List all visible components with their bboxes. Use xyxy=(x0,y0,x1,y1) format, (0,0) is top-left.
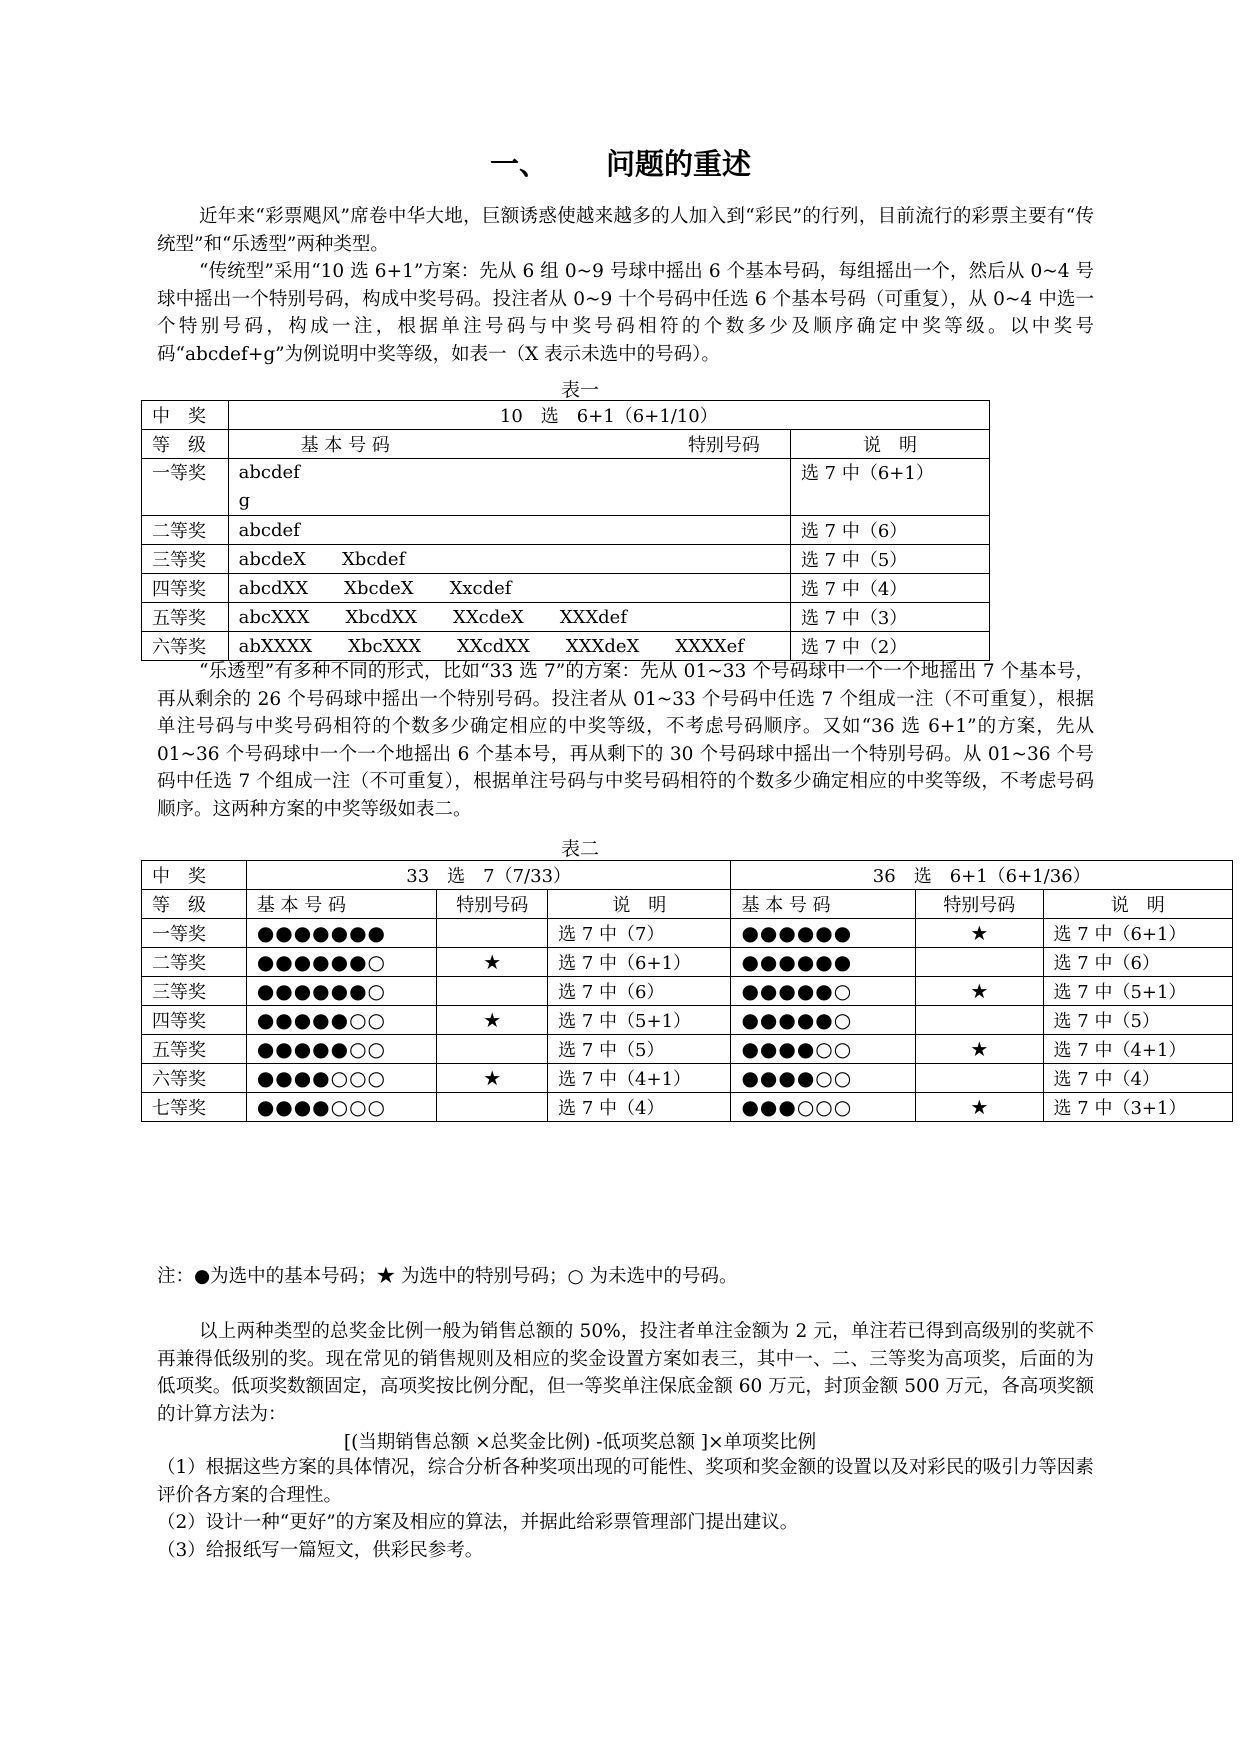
table2-a-special-cell xyxy=(437,977,548,1006)
table2-b-special-cell: ★ xyxy=(916,977,1043,1006)
table2-level-header-2: 等 级 xyxy=(142,890,247,919)
table1-basic-cell xyxy=(228,545,790,574)
table2-b-desc-cell: 选 7 中（4） xyxy=(1043,1064,1232,1093)
table1-desc-cell: 选 7 中（4） xyxy=(790,574,989,603)
table1-row xyxy=(142,545,990,574)
table2-b-special-cell: ★ xyxy=(916,1035,1043,1064)
table1-level-cell: 五等奖 xyxy=(142,603,229,632)
table1 xyxy=(141,400,990,661)
table2-b-desc-cell: 选 7 中（5） xyxy=(1043,1006,1232,1035)
table2-b-basic-cell: ●●●●○○ xyxy=(731,1035,916,1064)
intro-paragraph-1: 近年来“彩票飓风”席卷中华大地，巨额诱惑使越来越多的人加入到“彩民”的行列，目前流行的彩票主要有“传统型”和“乐透型”两种类型。 xyxy=(157,206,1094,255)
table2-a-desc-header: 说 明 xyxy=(548,890,731,919)
table2-row xyxy=(142,977,1233,1006)
table2-row xyxy=(142,1006,1233,1035)
table1-basic-code: Xxcdef xyxy=(449,577,512,599)
table2-row xyxy=(142,1035,1233,1064)
table1-basic-code: abcdeX xyxy=(238,548,306,570)
table2-b-basic-cell: ●●●●●● xyxy=(731,948,916,977)
table2-b-basic-cell: ●●●●●● xyxy=(731,919,916,948)
table2-b-desc-cell: 选 7 中（5+1） xyxy=(1043,977,1232,1006)
table2-b-special-cell xyxy=(916,1064,1043,1093)
table2-a-desc-cell: 选 7 中（6+1） xyxy=(548,948,731,977)
table1-basic-code: abcXXX xyxy=(238,606,310,628)
table1-desc-cell: 选 7 中（2） xyxy=(790,632,989,661)
table2-a-special-cell: ★ xyxy=(437,948,548,977)
prize-formula: [(当期销售总额 ×总奖金比例) -低项奖总额 ]×单项奖比例 xyxy=(343,1432,817,1453)
table1-basic-code: abcdef xyxy=(238,519,300,541)
table1-scheme-header: 10 选 6+1（6+1/10） xyxy=(228,401,989,430)
table1-basic-cell xyxy=(228,574,790,603)
table2-b-special-header: 特别号码 xyxy=(916,890,1043,919)
table1-basic-cell xyxy=(228,632,790,661)
table1-level-cell: 六等奖 xyxy=(142,632,229,661)
table2-level-cell: 七等奖 xyxy=(142,1093,247,1122)
table1-basic-header: 基 本 号 码 xyxy=(300,435,390,456)
table2-a-special-cell: ★ xyxy=(437,1006,548,1035)
table1-desc-cell: 选 7 中（6） xyxy=(790,516,989,545)
table2-a-basic-cell: ●●●●●○○ xyxy=(246,1035,437,1064)
table1-row xyxy=(142,459,990,516)
lotto-text xyxy=(157,658,1094,823)
table2-level-cell: 一等奖 xyxy=(142,919,247,948)
table1-basic-code: XbcdXX xyxy=(345,606,418,628)
table2-a-desc-cell: 选 7 中（7） xyxy=(548,919,731,948)
section-title xyxy=(0,142,1241,183)
table1-row xyxy=(142,603,990,632)
table1-basic-cell xyxy=(228,516,790,545)
table2-body xyxy=(142,919,1233,1122)
table1-special-code: g xyxy=(238,490,251,511)
table1-basic-code: XXcdXX xyxy=(457,635,530,657)
table2-b-desc-header: 说 明 xyxy=(1043,890,1232,919)
section-title-text: 问题的重述 xyxy=(606,147,752,181)
table1-basic-code: XXXdeX xyxy=(565,635,640,657)
table2-b-desc-cell: 选 7 中（4+1） xyxy=(1043,1035,1232,1064)
table1-row xyxy=(142,574,990,603)
table1-level-cell: 四等奖 xyxy=(142,574,229,603)
table2-row xyxy=(142,1093,1233,1122)
legend-note: 注：●为选中的基本号码；★ 为选中的特别号码；○ 为未选中的号码。 xyxy=(157,1266,738,1287)
table2-a-desc-cell: 选 7 中（4） xyxy=(548,1093,731,1122)
table1-special-header: 特别号码 xyxy=(687,435,760,456)
table2-a-special-header: 特别号码 xyxy=(437,890,548,919)
table2-a-special-cell: ★ xyxy=(437,1064,548,1093)
table2-a-desc-cell: 选 7 中（5） xyxy=(548,1035,731,1064)
table1-basic-cell xyxy=(228,603,790,632)
section-number: 一、 xyxy=(489,147,548,181)
table1-basic-cell xyxy=(228,459,790,516)
table2-b-special-cell xyxy=(916,948,1043,977)
table1-basic-code: Xbcdef xyxy=(341,548,406,570)
table2-level-cell: 三等奖 xyxy=(142,977,247,1006)
task-item-2: （2）设计一种“更好”的方案及相应的算法，并据此给彩票管理部门提出建议。 xyxy=(157,1512,799,1533)
table2-level-cell: 四等奖 xyxy=(142,1006,247,1035)
table1-level-header-1: 中 奖 xyxy=(142,401,229,430)
table2-a-special-cell xyxy=(437,919,548,948)
table2-scheme-a-header: 33 选 7（7/33） xyxy=(246,861,731,890)
table2-row xyxy=(142,948,1233,977)
task-item-1: （1）根据这些方案的具体情况，综合分析各种奖项出现的可能性、奖项和奖金额的设置以及对彩民的吸引力等因素评价各方案的合理性。 xyxy=(157,1457,1094,1506)
table1-level-header-2: 等 级 xyxy=(142,430,229,459)
table1-row xyxy=(142,516,990,545)
table1-basic-code: XbcXXX xyxy=(348,635,422,657)
table2-a-desc-cell: 选 7 中（6） xyxy=(548,977,731,1006)
table2-row xyxy=(142,919,1233,948)
table2-b-basic-cell: ●●●●●○ xyxy=(731,977,916,1006)
table1-basic-code: abcdef xyxy=(238,462,300,483)
table2-b-special-cell: ★ xyxy=(916,919,1043,948)
table2-a-basic-cell: ●●●●○○○ xyxy=(246,1064,437,1093)
table2-a-basic-header: 基 本 号 码 xyxy=(246,890,437,919)
table1-body xyxy=(142,459,990,661)
table2 xyxy=(141,860,1233,1122)
table2-level-header-1: 中 奖 xyxy=(142,861,247,890)
table1-level-cell: 三等奖 xyxy=(142,545,229,574)
table1-basic-special-header xyxy=(228,430,790,459)
table2-b-desc-cell: 选 7 中（6+1） xyxy=(1043,919,1232,948)
table1-caption: 表一 xyxy=(560,379,599,401)
table2-a-desc-cell: 选 7 中（4+1） xyxy=(548,1064,731,1093)
table1-basic-code: XXXdef xyxy=(559,606,627,628)
table1-desc-cell: 选 7 中（3） xyxy=(790,603,989,632)
table2-a-basic-cell: ●●●●●○○ xyxy=(246,1006,437,1035)
table2-a-special-cell xyxy=(437,1093,548,1122)
task-item-3: （3）给报纸写一篇短文，供彩民参考。 xyxy=(157,1539,484,1561)
table2-a-basic-cell: ●●●●●●○ xyxy=(246,948,437,977)
table1-basic-code: abcdXX xyxy=(238,577,309,599)
table1-basic-code: abXXXX xyxy=(238,635,313,657)
table2-caption: 表二 xyxy=(560,838,599,860)
table1-row xyxy=(142,632,990,661)
table1-desc-cell: 选 7 中（6+1） xyxy=(790,459,989,516)
table2-a-special-cell xyxy=(437,1035,548,1064)
table2-a-desc-cell: 选 7 中（5+1） xyxy=(548,1006,731,1035)
table2-b-basic-cell: ●●●●●○ xyxy=(731,1006,916,1035)
table2-level-cell: 六等奖 xyxy=(142,1064,247,1093)
table1-desc-cell: 选 7 中（5） xyxy=(790,545,989,574)
table1-level-cell: 二等奖 xyxy=(142,516,229,545)
table2-a-basic-cell: ●●●●●●● xyxy=(246,919,437,948)
table2-b-special-cell xyxy=(916,1006,1043,1035)
table2-level-cell: 二等奖 xyxy=(142,948,247,977)
table2-b-desc-cell: 选 7 中（6） xyxy=(1043,948,1232,977)
table2-b-basic-cell: ●●●○○○ xyxy=(731,1093,916,1122)
table2-scheme-b-header: 36 选 6+1（6+1/36） xyxy=(731,861,1233,890)
rules-paragraph: 以上两种类型的总奖金比例一般为销售总额的 50%，投注者单注金额为 2 元，单注若已得到高级别的奖就不再兼得低级别的奖。现在常见的销售规则及相应的奖金设置方案如表三，其中一、二、三等奖为高项奖，后面的为低项奖。低项奖数额固定，高项奖按比例分配，但一等奖单注保底金额 60 万元，封顶金额 500 万元，各高项奖额的计算方法为： xyxy=(157,1321,1094,1425)
table2-b-special-cell: ★ xyxy=(916,1093,1043,1122)
table1-basic-code: XXXXef xyxy=(675,635,744,657)
table2-a-basic-cell: ●●●●○○○ xyxy=(246,1093,437,1122)
table2-b-basic-header: 基 本 号 码 xyxy=(731,890,916,919)
table2-b-basic-cell: ●●●●○○ xyxy=(731,1064,916,1093)
intro-paragraph-2: “传统型”采用“10 选 6+1”方案：先从 6 组 0~9 号球中摇出 6 个基本号码，每组摇出一个，然后从 0~4 号球中摇出一个特别号码，构成中奖号码。投注者从 0~9 十个号码中任选 6 个基本号码（可重复），从 0~4 中选一个特别号码，构成一注，根据单注号码与中奖号码相符的个数多少及顺序确定中奖等级。以中奖号码“abcdef+g”为例说明中奖等级，如表一（X 表示未选中的号码）。 xyxy=(157,261,1094,365)
table2-a-basic-cell: ●●●●●●○ xyxy=(246,977,437,1006)
task-list xyxy=(157,1454,1094,1564)
rules-text xyxy=(157,1318,1094,1428)
table1-desc-header: 说 明 xyxy=(790,430,989,459)
table1-level-cell: 一等奖 xyxy=(142,459,229,516)
intro-text xyxy=(157,203,1094,368)
table1-basic-code: XXcdeX xyxy=(453,606,524,628)
table1-basic-code: XbcdeX xyxy=(344,577,414,599)
table2-b-desc-cell: 选 7 中（3+1） xyxy=(1043,1093,1232,1122)
table2-level-cell: 五等奖 xyxy=(142,1035,247,1064)
table2-row xyxy=(142,1064,1233,1093)
lotto-paragraph: “乐透型”有多种不同的形式，比如“33 选 7”的方案：先从 01~33 个号码球中一个一个地摇出 7 个基本号，再从剩余的 26 个号码球中摇出一个特别号码。投注者从 01~33 个号码中任选 7 个组成一注（不可重复），根据单注号码与中奖号码相符的个数多少确定相应的中奖等级，不考虑号码顺序。又如“36 选 6+1”的方案，先从 01~36 个号码球中一个一个地摇出 6 个基本号，再从剩下的 30 个号码球中摇出一个特别号码。从 01~36 个号码中任选 7 个组成一注（不可重复），根据单注号码与中奖号码相符的个数多少确定相应的中奖等级，不考虑号码顺序。这两种方案的中奖等级如表二。 xyxy=(157,661,1094,820)
